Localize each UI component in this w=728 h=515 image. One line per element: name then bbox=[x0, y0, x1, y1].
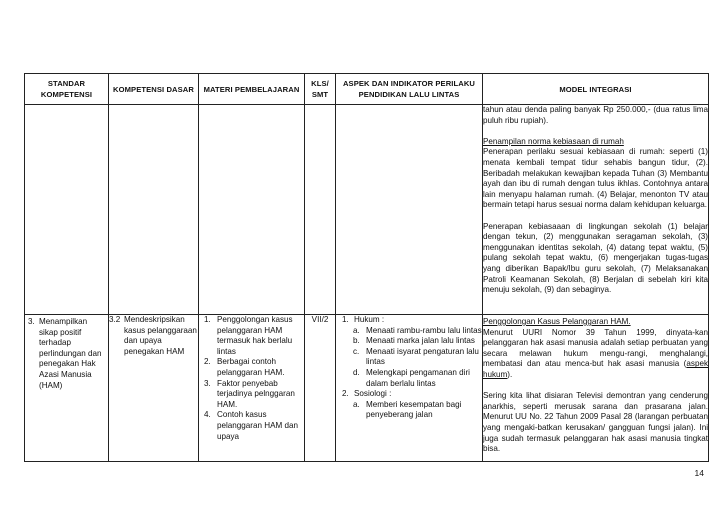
item-number: 2. bbox=[342, 389, 349, 399]
aspect-heading: Hukum : bbox=[354, 315, 385, 324]
item-number: 3. bbox=[28, 317, 35, 326]
list-item bbox=[336, 336, 482, 347]
page-number: 14 bbox=[694, 468, 704, 478]
item-number: 2. bbox=[204, 357, 211, 367]
item-letter: a. bbox=[353, 399, 360, 409]
paragraph-text: ). bbox=[507, 369, 513, 379]
header-aspek-indikator: ASPEK DAN INDIKATOR PERILAKU PENDIDIKAN LALU LINTAS bbox=[336, 74, 483, 105]
paragraph: tahun atau denda paling banyak Rp 250.000,- (dua ratus lima puluh ribu rupiah). bbox=[483, 105, 708, 125]
list-item-text: Faktor penyebab terjadinya pelnggaran HAM. bbox=[217, 378, 295, 409]
kd-text: Mendeskripsikan kasus pelanggaraan dan upaya penegakan HAM bbox=[124, 315, 197, 356]
list-item bbox=[199, 379, 304, 411]
list-item bbox=[336, 389, 482, 400]
list-item-text: Memberi kesempatan bagi penyeberang jalan bbox=[366, 399, 462, 420]
kompetensi-dasar-cell bbox=[109, 315, 199, 462]
table-row bbox=[25, 315, 709, 462]
integration-table bbox=[24, 73, 709, 462]
paragraph: Penerapan perilaku sesuai kebiasaan di rumah: seperti (1) menata kembali tempat tidur sehabis bangun tidur, (2). Beribadah melakukan kewajiban kepada Tuhan (3) Membantu ayah dan ibu di rumah dengan tulus ikhlas. Contohnya antara lain menyapu halaman rumah. (4) Belajar, menonton TV atau bermain tetapi harus sesuai norma dalam kehidupan keluarga. bbox=[483, 147, 708, 210]
item-number: 3.2 bbox=[109, 315, 121, 324]
aspek-indikator-cell bbox=[336, 315, 483, 462]
header-kls-smt: KLS/ SMT bbox=[305, 74, 336, 105]
list-item-text: Menaati rambu-rambu lalu lintas bbox=[366, 325, 482, 335]
paragraph-text: Menurut UURI Nomor 39 Tahun 1999, dinyata-kan pelanggaran hak asasi manusia adalah setiap perbuatan yang secara melawan hukum mengu-rangi, menghalangi, membatasi dan atau menca-but hak asasi manusia ( bbox=[483, 327, 708, 369]
kls-smt-cell: VII/2 bbox=[305, 315, 336, 462]
list-item-text: Menaati marka jalan lalu lintas bbox=[366, 336, 475, 346]
list-item bbox=[336, 400, 482, 421]
list-item bbox=[336, 368, 482, 389]
list-item bbox=[336, 326, 482, 337]
empty-cell bbox=[25, 105, 109, 315]
item-number: 1. bbox=[342, 315, 349, 324]
empty-cell bbox=[199, 105, 305, 315]
empty-cell bbox=[305, 105, 336, 315]
standar-kompetensi-cell bbox=[25, 315, 109, 462]
list-item bbox=[336, 315, 482, 326]
item-number: 3. bbox=[204, 378, 211, 388]
section-heading: Penggolongan Kasus Pelanggaran HAM. bbox=[483, 317, 631, 326]
list-item bbox=[199, 410, 304, 442]
model-integrasi-cell bbox=[483, 315, 709, 462]
standar-text: Menampilkan sikap positif terhadap perlindungan dan penegakan Hak Azasi Manusia (HAM) bbox=[39, 317, 102, 390]
table-header-row bbox=[25, 74, 709, 105]
item-letter: a. bbox=[353, 325, 360, 335]
list-item-text: Melengkapi pengamanan diri dalam berlalu lintas bbox=[366, 367, 470, 388]
item-number: 4. bbox=[204, 410, 211, 420]
list-item-text: Contoh kasus pelanggaran HAM dan upaya bbox=[217, 410, 298, 441]
paragraph: Penerapan kebiasaaan di lingkungan sekolah (1) belajar dengan tekun, (2) menggunakan seragaman sekolah, (3) menggunakan identitas sekolah, (4) datang tepat waktu, (5) pulang sekolah tepat waktu, (6) mengerjakan tugas-tugas yang diberikan Bapak/Ibu guru sekolah, (7) Melaksanakan Patroli Keamanan Sekolah, (8) Berjalan di sebelah kiri kita menuju sekolah, (9) dan sebaginya. bbox=[483, 221, 708, 295]
section-heading: Penampilan norma kebiasaan di rumah bbox=[483, 136, 624, 146]
list-item-text: Berbagai contoh pelanggaran HAM. bbox=[217, 357, 285, 377]
materi-pembelajaran-cell bbox=[199, 315, 305, 462]
item-letter: b. bbox=[353, 336, 360, 346]
empty-cell bbox=[336, 105, 483, 315]
aspek-hukum-link: aspek hukum bbox=[483, 359, 708, 379]
table-row bbox=[25, 105, 709, 315]
paragraph bbox=[483, 328, 708, 381]
header-kompetensi-dasar: KOMPETENSI DASAR bbox=[109, 74, 199, 105]
aspect-heading: Sosiologi : bbox=[354, 389, 392, 399]
header-model-integrasi: MODEL INTEGRASI bbox=[483, 74, 709, 105]
model-integrasi-cell bbox=[483, 105, 709, 315]
item-letter: c. bbox=[353, 346, 360, 356]
paragraph: Sering kita lihat disiaran Televisi demontran yang cenderung anarkhis, seperti merusak sarana dan prasarana jalan. Menurut UU No. 22 Tahun 2009 Pasal 28 (larangan perbuatan yang mengaki-batkan kerusakan/ gangguan fungsi jalan). Ini juga sudah termasuk pelanggaran hak asasi manusia tingkat bisa. bbox=[483, 391, 708, 454]
empty-cell bbox=[109, 105, 199, 315]
list-item-text: Menaati isyarat pengaturan lalu lintas bbox=[366, 346, 479, 367]
list-item bbox=[199, 315, 304, 357]
header-standar-kompetensi: STANDAR KOMPETENSI bbox=[25, 74, 109, 105]
header-materi-pembelajaran: MATERI PEMBELAJARAN bbox=[199, 74, 305, 105]
list-item bbox=[336, 347, 482, 368]
item-number: 1. bbox=[204, 315, 211, 324]
item-letter: d. bbox=[353, 367, 360, 377]
list-item bbox=[199, 357, 304, 378]
list-item-text: Penggolongan kasus pelanggaran HAM termasuk hak berlalu lintas bbox=[217, 315, 293, 356]
